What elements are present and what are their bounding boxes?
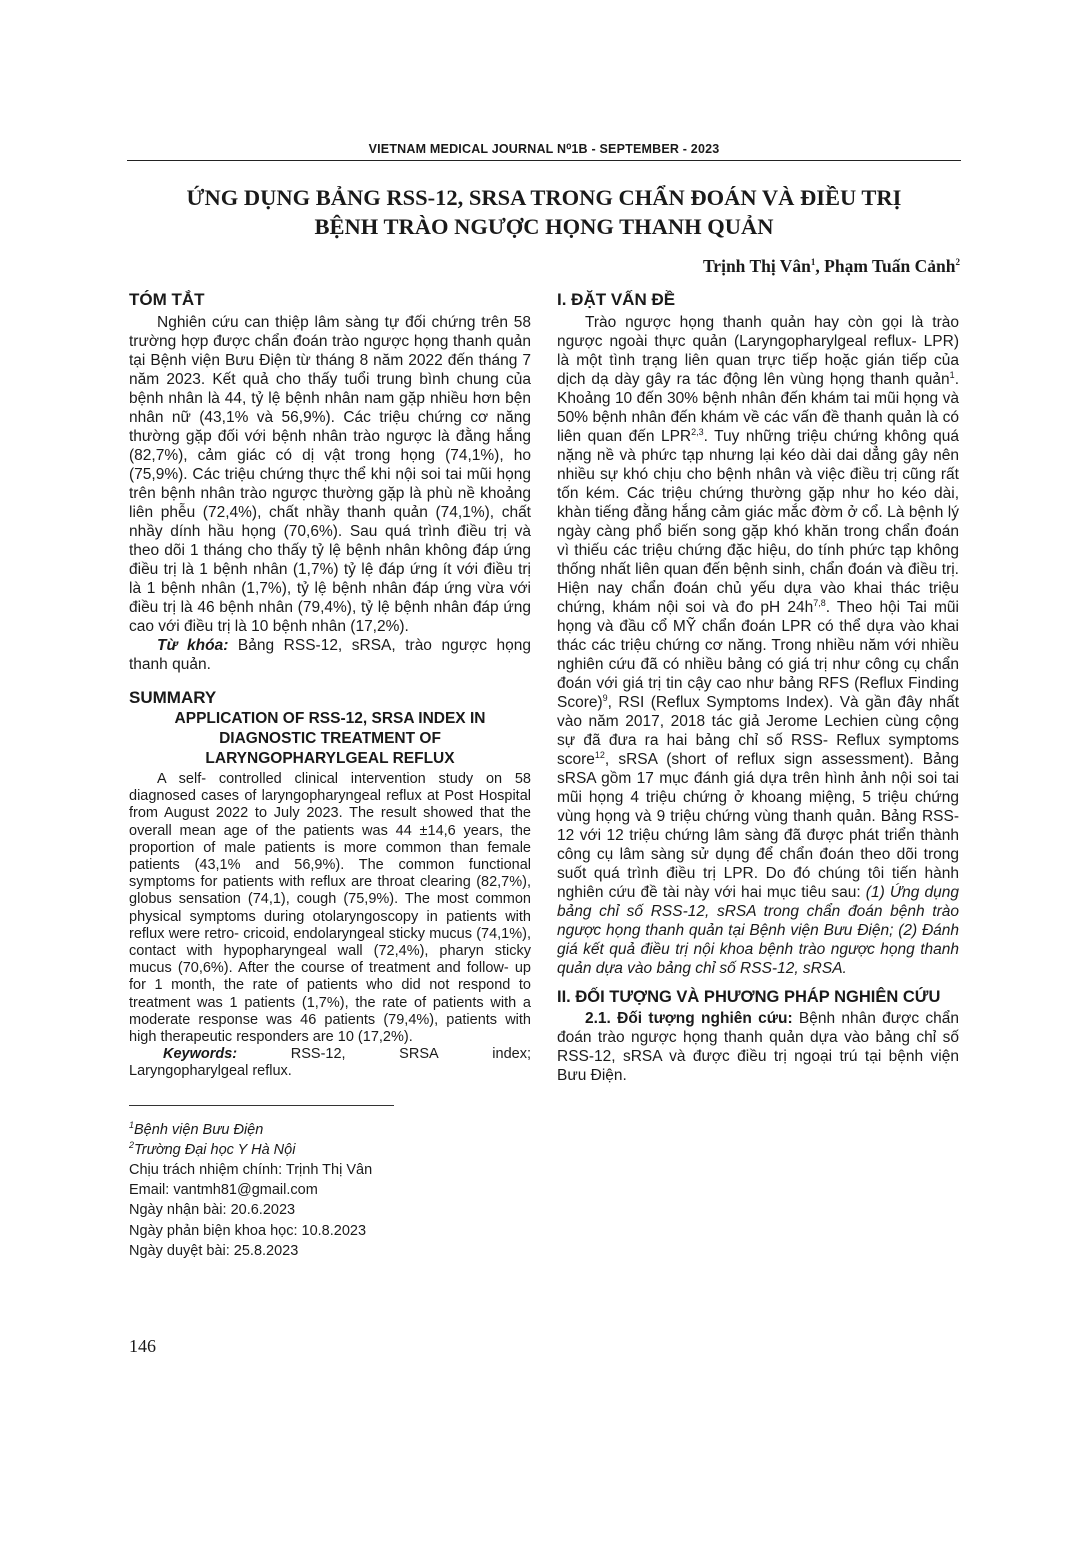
en-keyword-3: index; xyxy=(492,1046,531,1063)
abstract-text: Nghiên cứu can thiệp lâm sàng tự đối chứng trên 58 trường hợp được chẩn đoán trào ngược họng thanh quản tại Bệnh viện Bưu Điện từ tháng 8 năm 2022 đến tháng 7 năm 2023. Kết quả cho thấy tuổi trung bình chung của bệnh nhân là 44, tỷ lệ bệnh nhân nam gặp nhiều hơn bện nhân nữ (43,1% và 56,9%). Các triệu chứng cơ năng thường gặp đối với bệnh nhân trào ngược là đằng hắng (82,7%), cảm giác có dị vật trong họng (74,1%), ho (75,9%). Các triệu chứng thực thể khi nội soi tai mũi họng trên bệnh nhân trào ngược thường gặp là phù nề khoảng liên phễu (72,4%), chất nhầy thanh quản (74,1%), chất nhầy dính hầu họng (70,6%). Sau quá trình điều trị và theo dõi 1 tháng cho thấy tỷ lệ bệnh nhân không đáp ứng điều trị là 1 bệnh nhân (1,7%) tỷ lệ đáp ứng ít với điều trị là 1 bệnh nhân (1,7%), tỷ lệ bệnh nhân đáp ứng vừa với điều trị là 46 bệnh nhân (79,4%), tỷ lệ bệnh nhân đáp ứng cao với điều trị là 10 bệnh nhân (17,2%). xyxy=(129,314,531,635)
intro-part-3: . Tuy những triệu chứng không quá nặng nề và phức tạp nhưng lại kéo dài dai dẳng gây nên nhiều sự khó chịu cho bệnh nhân và việc điều trị cũng rất tốn kém. Các triệu chứng thường gặp như ho kéo dài, khàn tiếng đằng hắng cảm giác mắc đờm ở cổ. Là bệnh lý ngày càng phổ biến song gặp khó khăn trong chẩn đoán vì thiếu các triệu chứng đặc hiệu, do tính phức tạp không thống nhất liên quan đến bệnh sinh, chẩn đoán và điều trị. Hiện nay chẩn đoán chủ yếu dựa vào khai thác triệu chứng, khám nội soi và đo pH 24h xyxy=(557,428,960,616)
summary-heading: SUMMARY xyxy=(129,688,217,707)
en-keywords-label: Keywords: xyxy=(163,1046,238,1063)
left-column xyxy=(129,290,531,1261)
intro-part-6: , sRSA (short of reflux sign assessment). Bảng sRSA gồm 17 mục đánh giá dựa trên hình ảnh nội soi tai mũi họng 4 triệu chứng ở khoang miệng, 5 triệu chứng vùng họng và 9 triệu chứng vùng thanh quản. Bảng RSS-12 với 12 triệu chứng lâm sàng đã được phát triển thành công cụ lâm sàng sử dụng để chẩn đoán theo dõi trong suốt quá trình điều trị LPR. Do đó chúng tôi tiến hành nghiên cứu đề tài này với hai mục tiêu sau: xyxy=(557,751,959,901)
keywords-text: Bảng RSS-12, sRSA, trào ngược họng thanh quản. xyxy=(129,637,531,673)
journal-header: VIETNAM MEDICAL JOURNAL N⁰1B - SEPTEMBER - 2023 xyxy=(368,142,720,156)
en-keywords-line-2: Laryngopharylgeal reflux. xyxy=(129,1063,292,1080)
abstract-heading: TÓM TẮT xyxy=(129,290,205,309)
header-rule xyxy=(127,160,961,161)
en-keywords-line xyxy=(129,1046,531,1063)
affiliation-1 xyxy=(129,1120,531,1140)
en-keyword-2: SRSA xyxy=(399,1046,439,1063)
summary-text: A self- controlled clinical intervention study on 58 diagnosed cases of laryngopharyngeal reflux at Post Hospital from August 2022 to July 2023. The result showed that the overall mean age of the patients was 44 ±14,6 years, the proportion of male patients is more common than female patients (43,1% and 56,9%). The common functional symptoms for patients with reflux are throat clearing (82,7%), globus sensation (74,1), cough (75,9%). The most common physical symptoms during otolaryngoscopy in patients with reflux were retro- cricoid, endolaryngeal sticky mucus (74,1%), contact with hypopharyngeal wall (72,4%), pharyn sticky mucus (70,6%). After the course of treatment and follow- up for 1 month, the rate of patients who did not respond to treatment was 1 patients (1,7%), the rate of patients with a moderate response was 46 patients (79,4%), patients with high therapeutic responders are 10 (17,2%). xyxy=(129,771,531,1046)
intro-part-4: . Theo hội Tai mũi họng và đầu cổ MỸ chẩn đoán LPR có thể dựa vào khai thác các triệu chứng cơ năng. Trong nhiều năm với nhiều nghiên cứu đã có nhiều bảng có giá trị như công cụ chẩn đoán với giá trị tin cậy cao như bảng RFS (Reflux Finding Score) xyxy=(557,599,959,711)
citation-2-3: 2,3 xyxy=(691,426,704,437)
title-line-2: BỆNH TRÀO NGƯỢC HỌNG THANH QUẢN xyxy=(314,214,774,239)
methods-heading: II. ĐỐI TƯỢNG VÀ PHƯƠNG PHÁP NGHIÊN CỨU xyxy=(557,988,941,1006)
intro-part-2: . Khoảng 10 đến 30% bệnh nhân đến khám tai mũi họng và 50% bệnh nhân đến khám về các vấn đề thanh quản là có liên quan đến LPR xyxy=(557,371,959,445)
affiliation-2-mark: 2 xyxy=(129,1140,135,1151)
citation-12: 12 xyxy=(594,749,605,760)
received-date: Ngày nhận bài: 20.6.2023 xyxy=(129,1202,296,1219)
author-2-affiliation: 2 xyxy=(955,257,960,268)
subjects-text: Bệnh nhân được chẩn đoán trào ngược họng thanh quản dựa vào bảng chỉ số RSS-12, sRSA và được điều trị ngoại trú tại bệnh viện Bưu Điện. xyxy=(557,1010,959,1084)
keywords-label: Từ khóa: xyxy=(157,637,229,654)
citation-9: 9 xyxy=(602,692,608,703)
author-2: Phạm Tuấn Cảnh xyxy=(824,256,956,276)
author-1: Trịnh Thị Vân xyxy=(702,256,811,276)
subjects-label: 2.1. Đối tượng nghiên cứu: xyxy=(585,1010,793,1027)
citation-1: 1 xyxy=(949,369,955,380)
intro-part-5: , RSI (Reflux Symptoms Index). Và gần đây nhất vào năm 2017, 2018 tác giả Jerome Lechien cùng cộng sự đã đưa ra hai bảng chỉ số RSS- Reflux symptoms score xyxy=(557,694,959,768)
subjects-paragraph xyxy=(557,1009,959,1085)
author-1-affiliation: 1 xyxy=(810,257,816,268)
affiliation-1-text: Bệnh viện Bưu Điện xyxy=(134,1121,264,1138)
responsible-author: Chịu trách nhiệm chính: Trịnh Thị Vân xyxy=(129,1162,373,1179)
affiliation-2 xyxy=(129,1140,531,1160)
affiliation-2-text: Trường Đại học Y Hà Nội xyxy=(134,1141,296,1158)
keywords xyxy=(129,636,531,674)
reviewed-date: Ngày phản biện khoa học: 10.8.2023 xyxy=(129,1222,367,1239)
page-number: 146 xyxy=(129,1336,156,1356)
right-column xyxy=(557,290,959,1085)
authors xyxy=(703,256,960,277)
intro-part-1: Trào ngược họng thanh quản hay còn gọi là trào ngược ngoài thực quản (Laryngopharylgeal reflux- LPR) là một tình trạng liên quan trực tiếp hoặc gián tiếp của dịch dạ dày gây ra tác động lên vùng họng thanh quản xyxy=(557,314,959,388)
accepted-date: Ngày duyệt bài: 25.8.2023 xyxy=(129,1242,299,1259)
objectives: (1) Ứng dụng bảng chỉ số RSS-12, sRSA trong chẩn đoán bệnh trào ngược họng thanh quản tại Bệnh viện Bưu Điện; (2) Đánh giá kết quả điều trị nội khoa bệnh trào ngược họng thanh quản dựa vào bảng chỉ số RSS-12, sRSA. xyxy=(557,884,959,977)
intro-heading: I. ĐẶT VẤN ĐỀ xyxy=(557,290,676,309)
email: Email: vantmh81@gmail.com xyxy=(129,1182,318,1199)
title-line-1: ỨNG DỤNG BẢNG RSS-12, SRSA TRONG CHẨN ĐOÁN VÀ ĐIỀU TRỊ xyxy=(186,185,902,210)
citation-7-8: 7,8 xyxy=(813,597,826,608)
intro-text xyxy=(557,313,959,978)
summary-title: APPLICATION OF RSS-12, SRSA INDEX IN DIAGNOSTIC TREATMENT OF LARYNGOPHARYLGEAL REFLUX xyxy=(174,710,486,767)
author-separator: , xyxy=(815,256,825,276)
article-title xyxy=(127,183,961,241)
en-keyword-1: RSS-12, xyxy=(290,1046,346,1063)
affiliation-1-mark: 1 xyxy=(129,1119,135,1130)
footnote-rule xyxy=(129,1105,394,1106)
